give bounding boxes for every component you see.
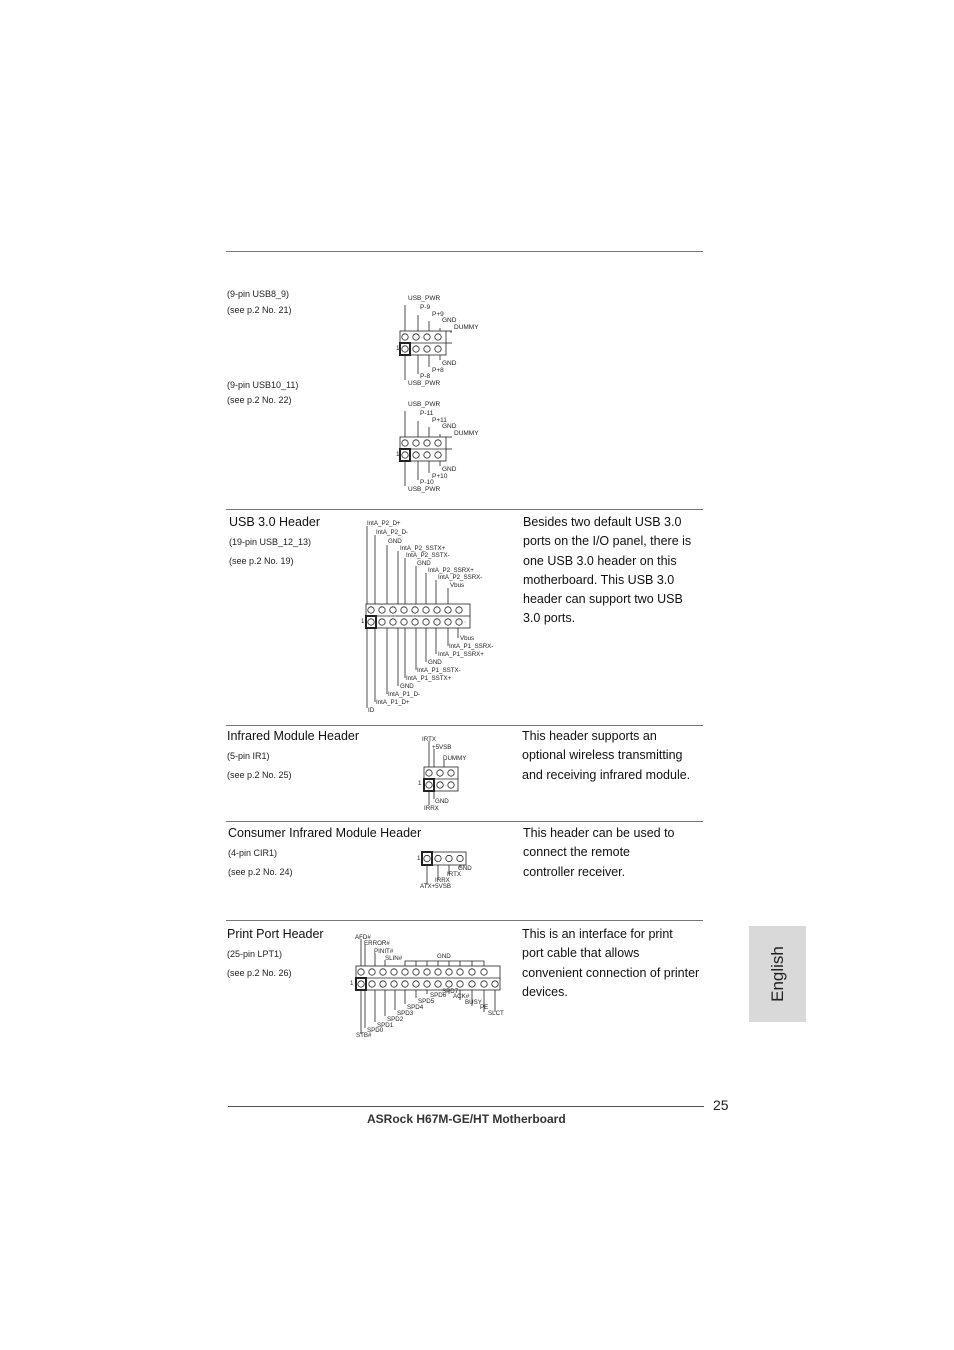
pin-label: P-10: [420, 479, 434, 486]
usb3-description: Besides two default USB 3.0 ports on the I/O panel, there is one USB 3.0 header on this motherboard. This USB 3.0 header can support two USB 3.0 ports.: [523, 515, 692, 626]
ir-description: This header supports an optional wireless transmitting and receiving infrared module.: [522, 729, 691, 782]
pin-1-marker: 1: [361, 618, 365, 625]
lpt-pin-diagram: [348, 928, 508, 1040]
ir-reference: (see p.2 No. 25): [227, 770, 292, 780]
pin-label: USB_PWR: [408, 295, 441, 302]
usb3-reference: (see p.2 No. 19): [229, 556, 294, 566]
pin-label: USB_PWR: [408, 380, 441, 387]
pin-label: ID: [368, 707, 375, 714]
pin-label: SPD0: [367, 1027, 384, 1034]
pin-label: IntA_P2_D+: [367, 520, 401, 527]
pin-label: P-8: [420, 373, 431, 380]
pin-label: USB_PWR: [408, 401, 441, 408]
pin-label: SPD6: [430, 992, 447, 999]
section-divider: [226, 821, 703, 822]
cir-reference: (see p.2 No. 24): [228, 867, 293, 877]
pin-label: IntA_P1_SSRX+: [438, 651, 484, 658]
pin-label: USB_PWR: [408, 486, 441, 493]
pin-label: IntA_P1_SSRX-: [449, 643, 494, 650]
usb3-title: USB 3.0 Header: [229, 515, 321, 529]
ir-subtitle: (5-pin IR1): [227, 751, 270, 761]
pin-label: PE: [480, 1004, 489, 1011]
pin-label: GND: [442, 466, 457, 473]
section-divider: [226, 725, 703, 726]
pin-label: GND: [428, 659, 442, 666]
pin-label: DUMMY: [454, 324, 479, 331]
pin-1-marker: 1: [417, 855, 421, 862]
ir-pin-diagram: [414, 733, 484, 813]
pin-label: IRTX: [447, 871, 461, 878]
pin-1-marker: 1: [396, 345, 400, 352]
cir-title: Consumer Infrared Module Header: [228, 826, 422, 840]
page-number: 25: [713, 1097, 729, 1113]
usb8_9-subtitle: (9-pin USB8_9): [227, 289, 290, 299]
usb8_9-pin-diagram: [392, 288, 502, 388]
ir-title: Infrared Module Header: [227, 729, 360, 743]
pin-label: GND: [458, 865, 472, 872]
cir-description: This header can be used to connect the remote controller receiver.: [523, 826, 675, 879]
pin-label: Vbus: [460, 635, 475, 642]
lpt-subtitle: (25-pin LPT1): [227, 949, 283, 959]
pin-label: SPD2: [387, 1016, 404, 1023]
footer-rule: [228, 1106, 704, 1107]
pin-label: GND: [442, 423, 457, 430]
pin-label: IntA_P1_SSTX+: [406, 675, 452, 682]
usb10_11-subtitle: (9-pin USB10_11): [227, 380, 299, 390]
pin-label: GND: [435, 798, 449, 805]
lpt-description: This is an interface for print port cable that allows convenient connection of printer devices.: [522, 927, 700, 999]
pin-1-marker: 1: [396, 451, 400, 458]
pin-label: IntA_P1_D-: [388, 691, 420, 698]
pin-label: P+10: [432, 473, 448, 480]
language-tab-label: English: [767, 946, 787, 1002]
lpt-title: Print Port Header: [227, 927, 324, 941]
pin-label: IntA_P2_SSRX-: [438, 574, 483, 581]
pin-label: ACK#: [453, 993, 470, 1000]
pin-label: IRRX: [435, 877, 450, 884]
pin-label: IntA_P2_SSRX+: [428, 567, 474, 574]
pin-label: GND: [388, 538, 402, 545]
pin-label: P-11: [420, 410, 434, 417]
pin-label: ATX+5VSB: [420, 883, 452, 890]
usb10_11-reference: (see p.2 No. 22): [227, 395, 292, 405]
pin-label: SPD3: [397, 1010, 414, 1017]
pin-label: ERROR#: [364, 940, 390, 947]
pin-label: P+9: [432, 311, 444, 318]
pin-label: SLIN#: [385, 955, 403, 962]
pin-label: SPD7: [442, 988, 459, 995]
pin-label: GND: [437, 953, 451, 960]
pin-label: SPD5: [418, 998, 435, 1005]
pin-label: IntA_P1_SSTX-: [417, 667, 461, 674]
pin-label: IntA_P1_D+: [376, 699, 410, 706]
pin-label: GND: [400, 683, 414, 690]
pin-label: +5VSB: [432, 744, 452, 751]
pin-label: DUMMY: [454, 430, 479, 437]
usb3-subtitle: (19-pin USB_12_13): [229, 537, 312, 547]
pin-label: SLCT: [488, 1010, 504, 1017]
pin-label: PINIT#: [374, 948, 394, 955]
lpt-reference: (see p.2 No. 26): [227, 968, 292, 978]
pin-label: IRTX: [422, 736, 436, 743]
pin-label: BUSY: [465, 999, 482, 1006]
pin-label: AFD#: [355, 934, 371, 941]
usb8_9-reference: (see p.2 No. 21): [227, 305, 292, 315]
pin-label: GND: [417, 560, 431, 567]
pin-1-marker: 1: [350, 980, 354, 987]
section-divider: [226, 920, 703, 921]
cir-pin-diagram: [414, 848, 494, 892]
pin-1-marker: 1: [418, 780, 422, 787]
pin-label: P+11: [432, 417, 447, 424]
cir-subtitle: (4-pin CIR1): [228, 848, 278, 858]
pin-label: SPD1: [377, 1022, 394, 1029]
section-divider: [226, 509, 703, 510]
pin-label: IntA_P2_SSTX+: [400, 545, 446, 552]
pin-label: P-9: [420, 304, 431, 311]
footer-title: ASRock H67M-GE/HT Motherboard: [367, 1112, 566, 1126]
pin-label: GND: [442, 360, 457, 367]
pin-label: Vbus: [450, 582, 465, 589]
pin-label: GND: [442, 317, 457, 324]
pin-label: SPD4: [407, 1004, 424, 1011]
usb10_11-pin-diagram: [392, 394, 502, 494]
pin-label: IRRX: [424, 805, 439, 812]
usb3-pin-diagram: [360, 516, 510, 716]
pin-label: DUMMY: [443, 755, 467, 762]
pin-label: IntA_P2_D-: [376, 529, 408, 536]
pin-label: P+8: [432, 367, 444, 374]
top-rule: [226, 251, 703, 252]
pin-label: STB#: [356, 1032, 372, 1039]
pin-label: IntA_P2_SSTX-: [406, 552, 450, 559]
language-tab: [749, 926, 806, 1022]
